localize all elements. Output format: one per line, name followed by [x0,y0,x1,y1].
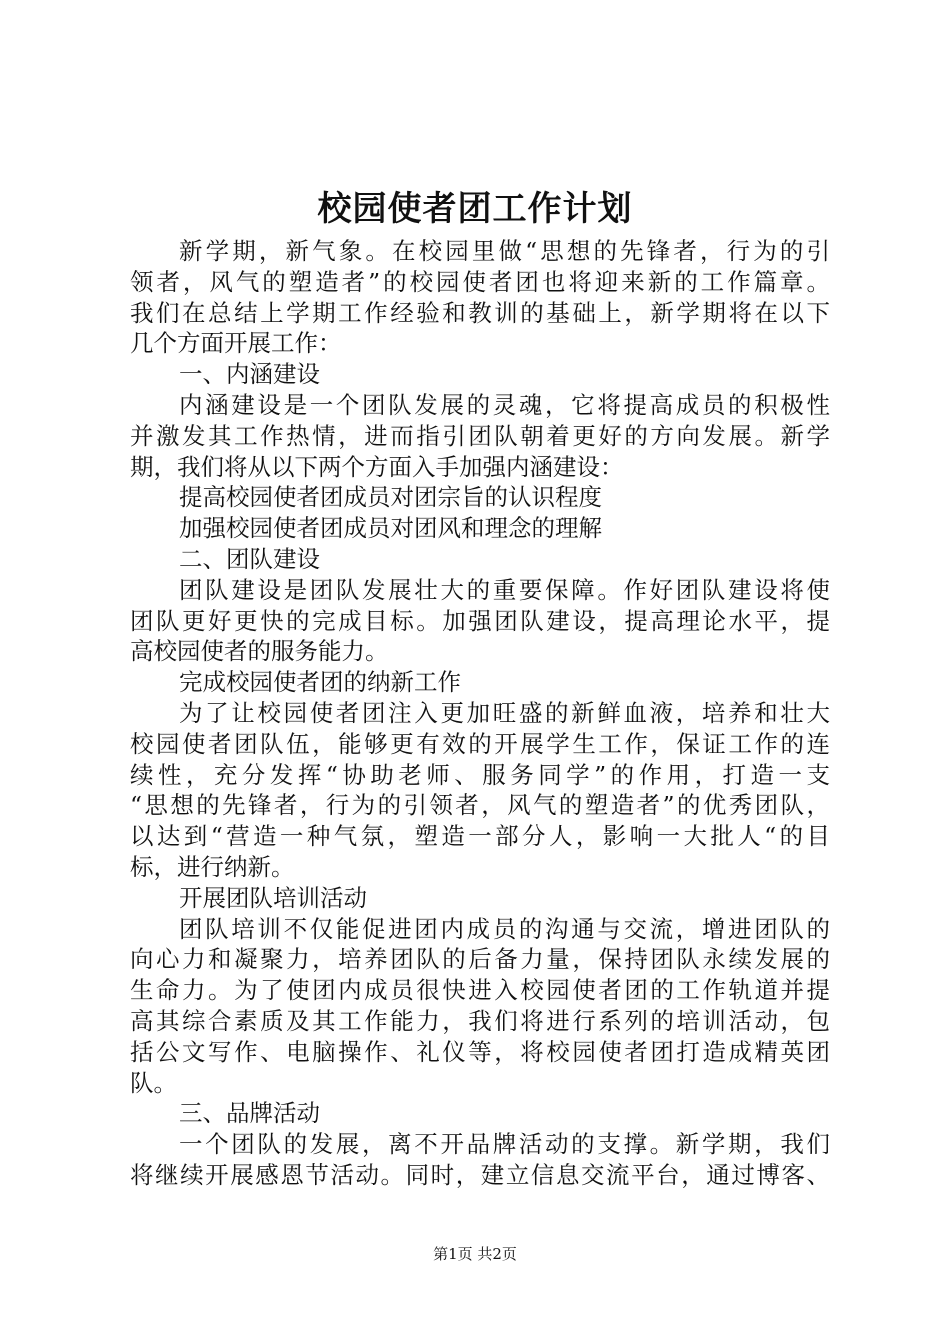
body-line: 新学期，新气象。在校园里做“思想的先锋者，行为的引 [179,237,830,265]
body-line: 几个方面开展工作： [130,329,342,358]
body-line: 将继续开展感恩节活动。同时，建立信息交流平台，通过博客、 [130,1160,830,1189]
body-line: 领者，风气的塑造者”的校园使者团也将迎来新的工作篇章。 [130,267,830,296]
body-line: “思想的先锋者，行为的引领者，风气的塑造者”的优秀团队， [130,791,830,820]
body-line: 团队更好更快的完成目标。加强团队建设，提高理论水平，提 [130,606,830,635]
body-line: 提高校园使者团成员对团宗旨的认识程度 [179,483,602,512]
body-line: 团队培训不仅能促进团内成员的沟通与交流，增进团队的 [179,914,830,943]
body-line: 以达到“营造一种气氛，塑造一部分人，影响一大批人“的目 [130,822,830,851]
body-line: 一个团队的发展，离不开品牌活动的支撑。新学期，我们 [179,1130,830,1159]
document-body [130,236,830,1191]
body-line: 我们在总结上学期工作经验和教训的基础上，新学期将在以下 [130,298,830,327]
body-line: 括公文写作、电脑操作、礼仪等，将校园使者团打造成精英团 [130,1037,830,1066]
body-line: 高校园使者的服务能力。 [130,637,389,666]
document-title: 校园使者团工作计划 [317,189,633,229]
body-line: 内涵建设是一个团队发展的灵魂，它将提高成员的积极性 [179,390,830,419]
body-line: 续性，充分发挥“协助老师、服务同学”的作用，打造一支 [130,760,830,789]
body-line: 加强校园使者团成员对团风和理念的理解 [179,514,602,543]
body-line: 向心力和凝聚力，培养团队的后备力量，保持团队永续发展的 [130,945,830,974]
body-line: 三、品牌活动 [179,1099,320,1128]
body-line: 标，进行纳新。 [130,852,295,881]
body-line: 开展团队培训活动 [179,883,367,912]
body-line: 并激发其工作热情，进而指引团队朝着更好的方向发展。新学 [130,421,830,450]
body-line: 为了让校园使者团注入更加旺盛的新鲜血液，培养和壮大 [179,698,830,727]
body-line: 期，我们将从以下两个方面入手加强内涵建设： [130,452,624,481]
body-line: 二、团队建设 [179,544,320,573]
body-line: 团队建设是团队发展壮大的重要保障。作好团队建设将使 [179,575,830,604]
body-line: 队。 [130,1068,177,1097]
page-footer: 第1页 共2页 [433,1245,517,1263]
body-line: 高其综合素质及其工作能力，我们将进行系列的培训活动，包 [130,1006,830,1035]
body-line: 完成校园使者团的纳新工作 [179,668,461,697]
body-line: 校园使者团队伍，能够更有效的开展学生工作，保证工作的连 [130,729,830,758]
body-line: 生命力。为了使团内成员很快进入校园使者团的工作轨道并提 [130,976,830,1005]
body-line: 一、内涵建设 [179,360,320,389]
